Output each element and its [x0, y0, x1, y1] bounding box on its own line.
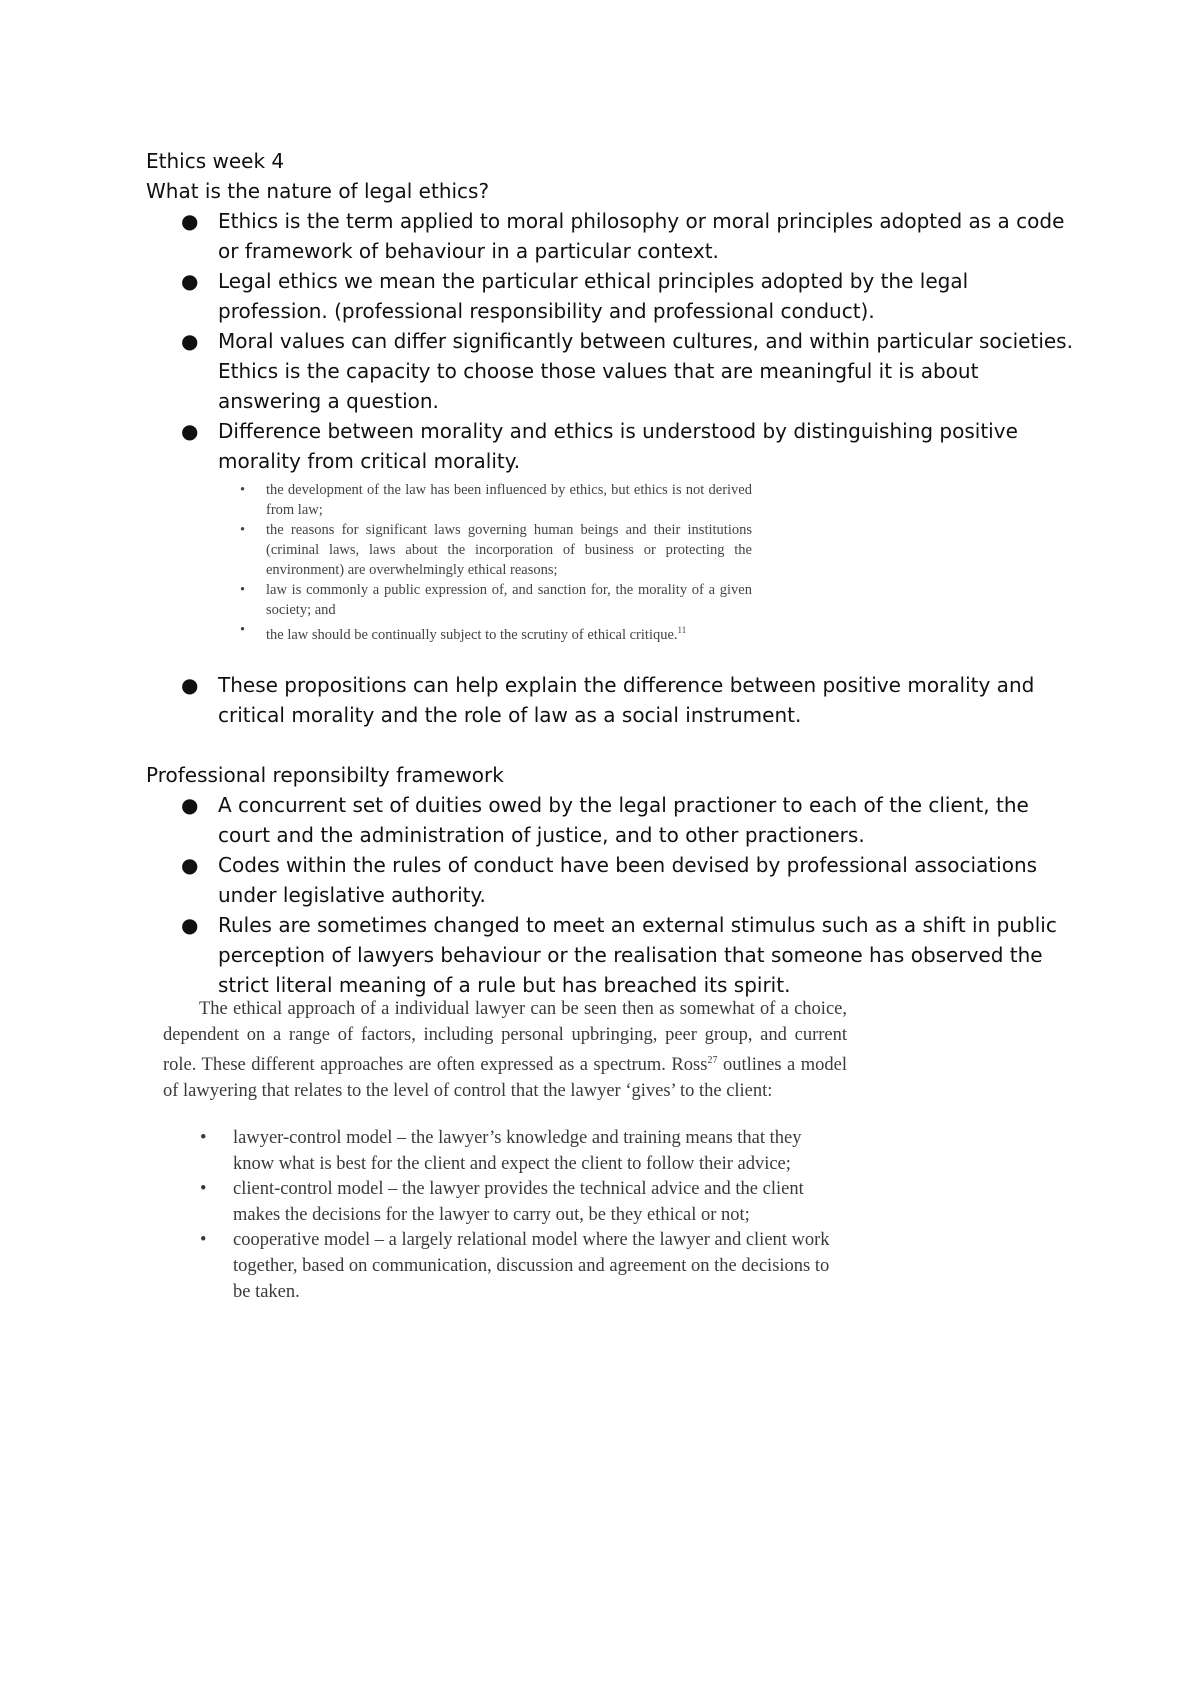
- list-item: ● Ethics is the term applied to moral philosophy or moral principles adopted as a code or framework of behaviour in a particular context.: [0, 206, 1078, 266]
- list-item: ● Moral values can differ significantly between cultures, and within particular societies. Ethics is the capacity to choose those values that are meaningful it is about answering a question.: [0, 326, 1078, 416]
- bullet-icon: ●: [181, 329, 199, 353]
- bullet-icon: •: [200, 1179, 207, 1200]
- document-title: Ethics week 4: [146, 149, 285, 173]
- bullet-icon: •: [240, 582, 246, 598]
- list-item: • client-control model – the lawyer provides the technical advice and the client makes the decisions for the lawyer to carry out, be they ethical or not;: [200, 1179, 804, 1225]
- list-item: • the development of the law has been influenced by ethics, but ethics is not derived from law;: [240, 482, 752, 518]
- quoted-propositions-list: [0, 480, 752, 645]
- bullet-icon: ●: [181, 793, 199, 817]
- list-item: ● Difference between morality and ethics is understood by distinguishing positive morality from critical morality.: [0, 416, 1078, 476]
- bullet-icon: ●: [181, 269, 199, 293]
- section-heading-professional-responsibility: Professional reponsibilty framework: [146, 763, 504, 787]
- bullet-icon: ●: [181, 209, 199, 233]
- lawyering-models-list: [0, 1126, 847, 1305]
- list-item: ● A concurrent set of duities owed by the legal practioner to each of the client, the court and the administration of justice, and to other practioners.: [0, 790, 1078, 850]
- bullet-icon: •: [240, 622, 246, 638]
- list-item: ● Legal ethics we mean the particular ethical principles adopted by the legal profession. (professional responsibility and professional conduct).: [0, 266, 1078, 326]
- bullet-icon: ●: [181, 419, 199, 443]
- section1-closing-list: [0, 670, 1078, 730]
- list-item: ● Codes within the rules of conduct have been devised by professional associations under legislative authority.: [0, 850, 1078, 910]
- bullet-icon: ●: [181, 673, 199, 697]
- bullet-icon: •: [240, 482, 246, 498]
- bullet-icon: •: [240, 522, 246, 538]
- section-heading-nature-of-legal-ethics: What is the nature of legal ethics?: [146, 179, 490, 203]
- bullet-icon: ●: [181, 913, 199, 937]
- bullet-icon: •: [200, 1128, 207, 1148]
- list-item: • law is commonly a public expression of, and sanction for, the morality of a given society; and: [240, 582, 752, 618]
- quoted-paragraph: The ethical approach of a individual lawyer can be seen then as somewhat of a choice, dependent on a range of factors, including personal upbringing, peer group, and current role. These different approaches are often expressed as a spectrum. Ross$^{27}$ outlines a model of lawyering that relates to the level of control that the lawyer ‘gives’ to the client:: [163, 999, 847, 1101]
- list-item: • the law should be continually subject to the scrutiny of ethical critique.$^{11}$: [240, 622, 687, 643]
- list-item: ● These propositions can help explain the difference between positive morality and critical morality and the role of law as a social instrument.: [0, 670, 1078, 730]
- footnote-marker: 11: [677, 625, 687, 635]
- section2-bullet-list: [0, 790, 1078, 1000]
- section1-bullet-list: [0, 206, 1078, 476]
- list-item: • cooperative model – a largely relational model where the lawyer and client work together, based on communication, discussion and agreement on the decisions to be taken.: [200, 1230, 830, 1302]
- list-item: • the reasons for significant laws governing human beings and their institutions (criminal laws, laws about the incorporation of business or protecting the environment) are overwhelmingly ethical reasons;: [240, 522, 752, 578]
- footnote-marker: 27: [707, 1055, 718, 1067]
- list-item: ● Rules are sometimes changed to meet an external stimulus such as a shift in public perception of lawyers behaviour or the realisation that someone has observed the strict literal meaning of a rule but has breached its spirit.: [0, 910, 1078, 1000]
- list-item: • lawyer-control model – the lawyer’s knowledge and training means that they know what is best for the client and expect the client to follow their advice;: [200, 1128, 802, 1174]
- bullet-icon: •: [200, 1230, 207, 1251]
- bullet-icon: ●: [181, 853, 199, 877]
